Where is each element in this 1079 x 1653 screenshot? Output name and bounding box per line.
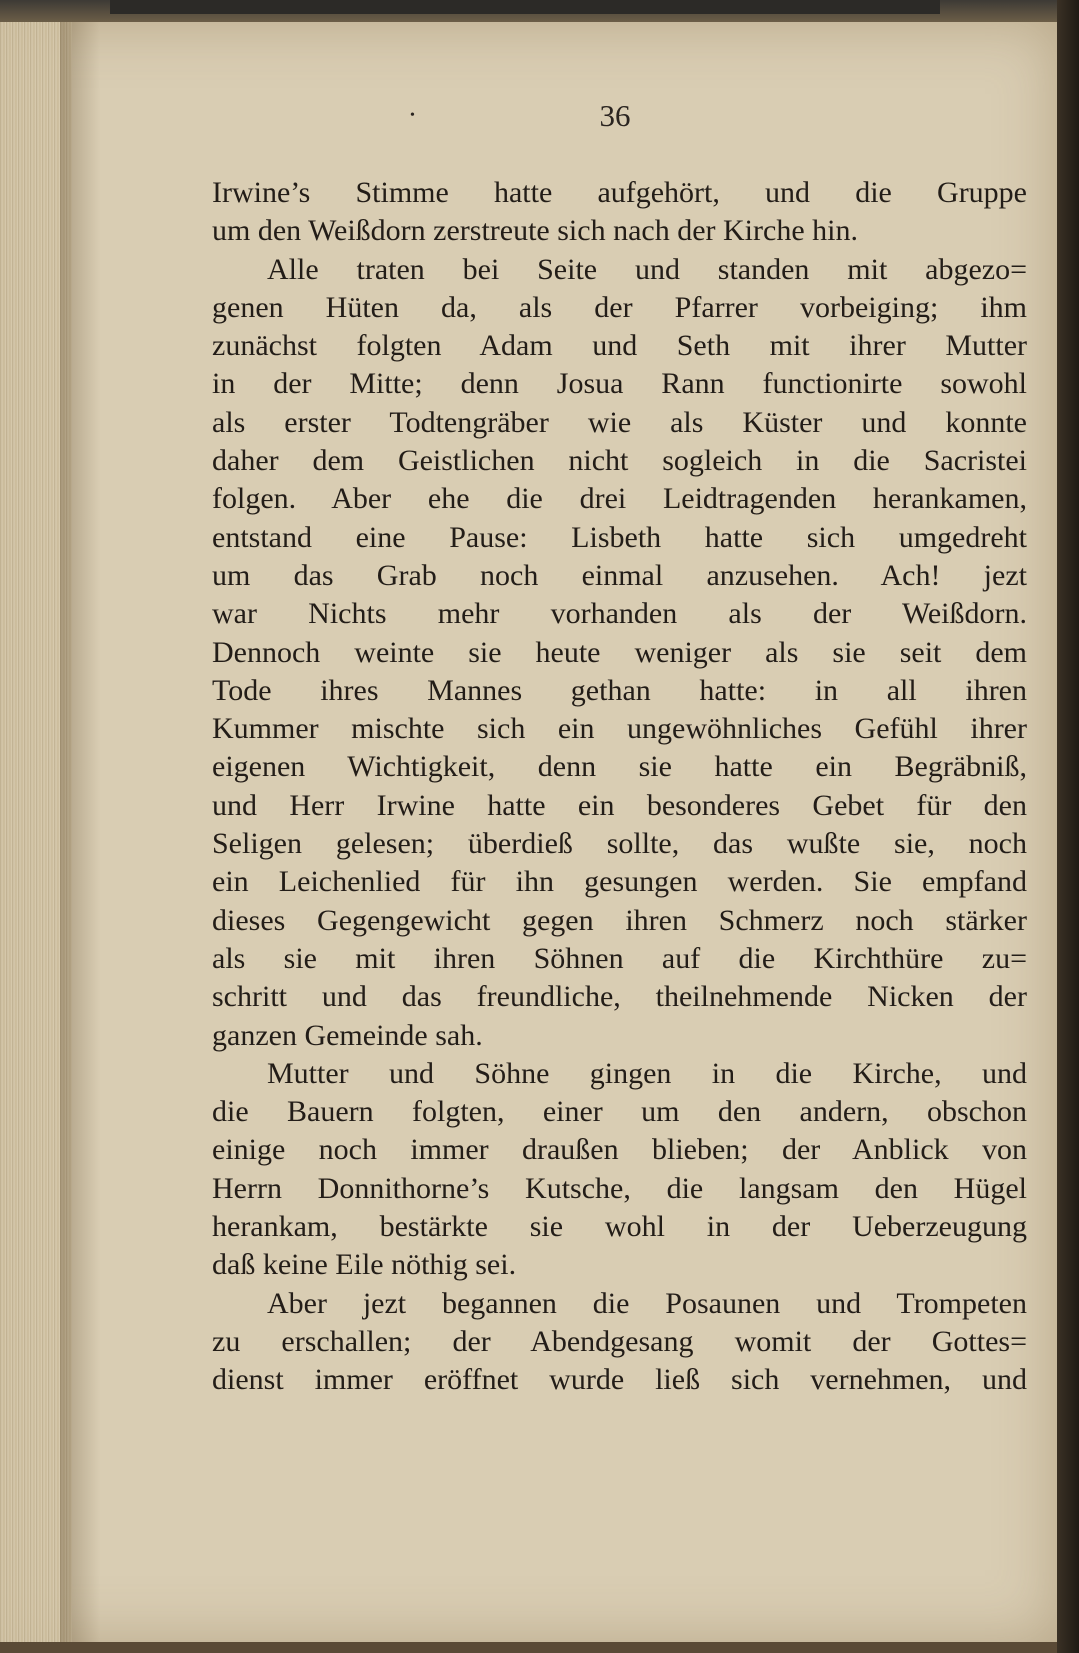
text-line: als sie mit ihren Söhnen auf die Kirchthüre zu= [212,941,1027,975]
text-line: einige noch immer draußen blieben; der Anblick von [212,1133,1027,1167]
text-line: als erster Todtengräber wie als Küster und konnte [212,405,1027,439]
text-line: dieses Gegengewicht gegen ihren Schmerz noch stärker [212,903,1027,937]
text-line: daß keine Eile nöthig sei. [212,1248,517,1282]
page-number-text: 36 [599,98,631,133]
text-line: um den Weißdorn zerstreute sich nach der Kirche hin. [212,214,858,248]
text-line: die Bauern folgten, einer um den andern, obschon [212,1095,1027,1129]
text-line: folgen. Aber ehe die drei Leidtragenden herankamen, [212,482,1027,516]
binding-strip [110,0,940,14]
text-line: eigenen Wichtigkeit, denn sie hatte ein Begräbniß, [212,750,1027,784]
page-number [410,98,730,134]
text-line: war Nichts mehr vorhanden als der Weißdorn. [212,597,1027,631]
text-line: zunächst folgten Adam und Seth mit ihrer Mutter [212,329,1027,363]
text-line: um das Grab noch einmal anzusehen. Ach! jezt [212,558,1027,592]
book-cover-edge [1057,0,1079,1653]
text-line: Dennoch weinte sie heute weniger als sie seit dem [212,635,1027,669]
text-line: Alle traten bei Seite und standen mit abgezo= [267,252,1027,286]
body-text [212,174,1027,1400]
gutter-shadow [60,22,100,1642]
text-line: Mutter und Söhne gingen in die Kirche, und [267,1056,1027,1090]
page-mark: • [410,108,415,123]
text-line: genen Hüten da, als der Pfarrer vorbeiging; ihm [212,290,1027,324]
text-line: Kummer mischte sich ein ungewöhnliches Gefühl ihrer [212,712,1027,746]
text-line: daher dem Geistlichen nicht sogleich in die Sacristei [212,444,1027,478]
text-line: Seligen gelesen; überdieß sollte, das wußte sie, noch [212,827,1027,861]
text-line: entstand eine Pause: Lisbeth hatte sich umgedreht [212,520,1027,554]
text-line: herankam, bestärkte sie wohl in der Ueberzeugung [212,1210,1027,1244]
text-line: Herrn Donnithorne’s Kutsche, die langsam den Hügel [212,1171,1027,1205]
text-line: Tode ihres Mannes gethan hatte: in all ihren [212,673,1027,707]
text-line: ein Leichenlied für ihn gesungen werden. Sie empfand [212,865,1027,899]
text-line: Irwine’s Stimme hatte aufgehört, und die Gruppe [212,176,1027,209]
text-line: dienst immer eröffnet wurde ließ sich vernehmen, und [212,1363,1027,1397]
text-line: zu erschallen; der Abendgesang womit der Gottes= [212,1324,1027,1358]
text-line: in der Mitte; denn Josua Rann functionirte sowohl [212,367,1027,401]
text-line: schritt und das freundliche, theilnehmende Nicken der [212,980,1027,1014]
text-line: ganzen Gemeinde sah. [212,1018,483,1052]
text-line: und Herr Irwine hatte ein besonderes Gebet für den [212,788,1027,822]
text-line: Aber jezt begannen die Posaunen und Trompeten [267,1286,1027,1320]
